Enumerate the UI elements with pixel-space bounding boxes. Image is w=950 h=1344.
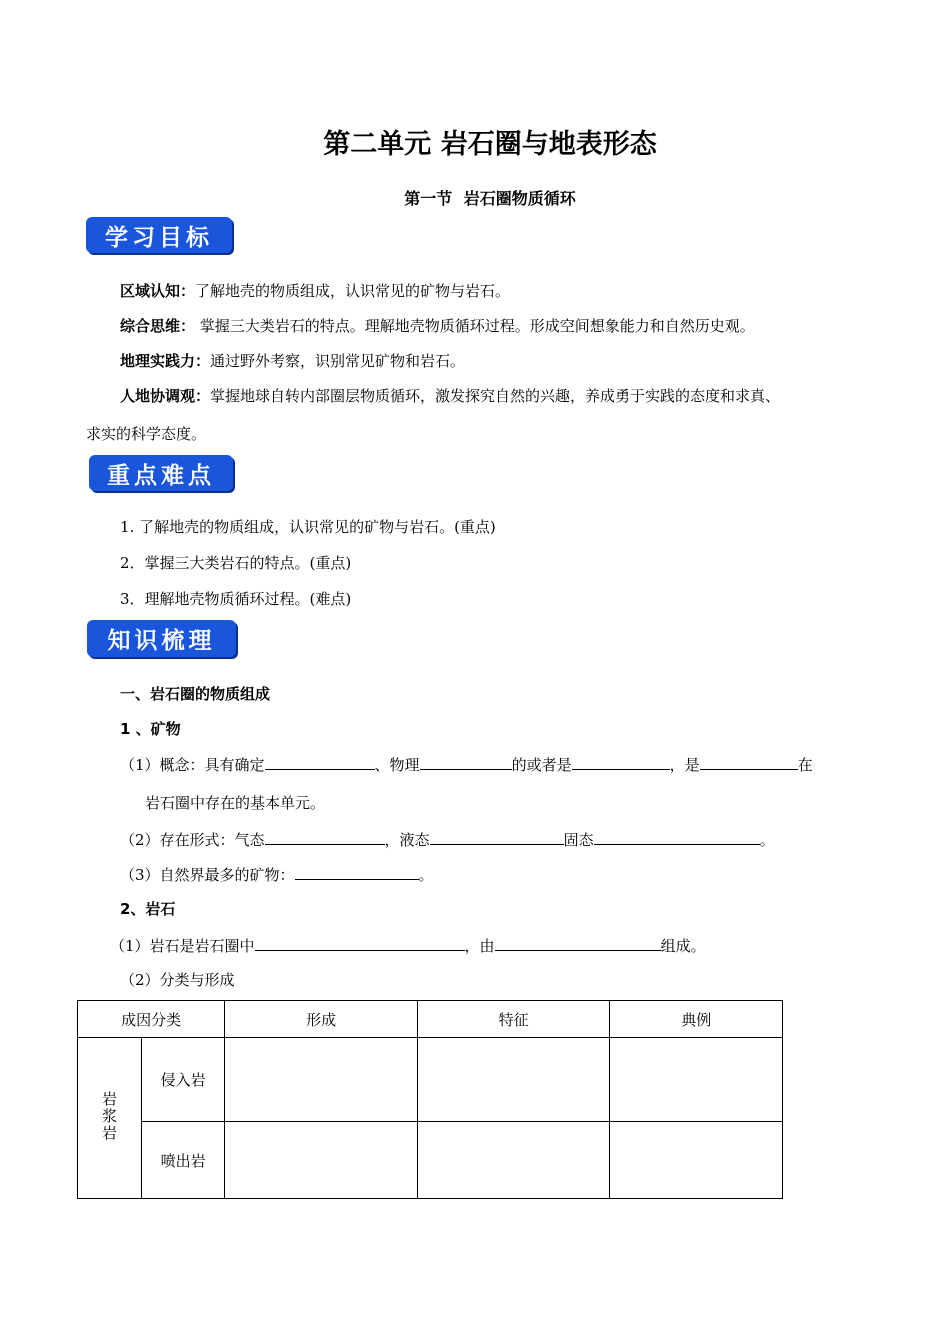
rock-classification-table <box>77 1000 783 1199</box>
objective-harmony <box>120 385 780 407</box>
objective-text: 求实的科学态度。 <box>86 425 207 443</box>
table-header-row <box>78 1001 783 1038</box>
objective-text: 通过野外考察，识别常见矿物和岩石。 <box>210 352 466 370</box>
text: 的或者是 <box>511 756 572 774</box>
table-row <box>78 1038 783 1122</box>
table-row <box>78 1122 783 1199</box>
banner-key-points: 重点难点 <box>89 455 233 491</box>
group-cell <box>78 1038 142 1199</box>
objective-label: 人地协调观： <box>120 387 211 405</box>
text: 组成。 <box>660 937 706 955</box>
row-label: 侵入岩 <box>142 1038 225 1122</box>
blank-field[interactable] <box>295 863 419 880</box>
table-cell[interactable] <box>225 1122 418 1199</box>
objective-label: 区域认知： <box>120 282 196 300</box>
text: ，由 <box>464 937 495 955</box>
text: 在 <box>797 756 813 774</box>
blank-field[interactable] <box>495 934 661 951</box>
blank-field[interactable] <box>594 828 760 845</box>
text: 。 <box>418 866 434 884</box>
table-cell[interactable] <box>610 1038 783 1122</box>
table-cell[interactable] <box>417 1038 610 1122</box>
row-label: 喷出岩 <box>142 1122 225 1199</box>
blank-field[interactable] <box>420 753 512 770</box>
text: 。 <box>759 831 775 849</box>
page-title: 第二单元 岩石圈与地表形态 <box>323 129 657 160</box>
text: 、物理 <box>374 756 420 774</box>
group-label: 岩浆岩 <box>100 1090 118 1142</box>
table-cell[interactable] <box>417 1122 610 1199</box>
table-header: 形成 <box>225 1001 418 1038</box>
blank-field[interactable] <box>700 753 798 770</box>
mineral-concept <box>120 753 813 776</box>
section-subtitle: 第一节 岩石圈物质循环 <box>404 189 576 208</box>
banner-knowledge: 知识梳理 <box>87 620 236 657</box>
objective-text: 了解地壳的物质组成，认识常见的矿物与岩石。 <box>195 282 511 300</box>
table-cell[interactable] <box>610 1122 783 1199</box>
heading-mineral: 1 、矿物 <box>120 720 181 738</box>
key-point-3: 3．理解地壳物质循环过程。(难点) <box>120 590 352 608</box>
text: （1）概念：具有确定 <box>120 756 265 774</box>
mineral-most <box>120 863 434 886</box>
text: （1）岩石是岩石圈中 <box>110 937 255 955</box>
rock-definition <box>110 934 706 957</box>
text: （3）自然界最多的矿物： <box>120 866 295 884</box>
blank-field[interactable] <box>255 934 465 951</box>
text: ，是 <box>669 756 700 774</box>
heading-composition: 一、岩石圈的物质组成 <box>120 685 271 703</box>
objective-text: 掌握三大类岩石的特点。理解地壳物质循环过程。形成空间想象能力和自然历史观。 <box>195 317 755 335</box>
mineral-concept-cont: 岩石圈中存在的基本单元。 <box>145 794 326 812</box>
text: ，液态 <box>384 831 430 849</box>
objective-harmony-cont <box>86 423 206 445</box>
objective-label: 综合思维： <box>120 317 196 335</box>
objective-label: 地理实践力： <box>120 352 211 370</box>
blank-field[interactable] <box>572 753 670 770</box>
heading-rock: 2、岩石 <box>120 900 176 918</box>
banner-objectives: 学习目标 <box>86 217 232 253</box>
objective-regional <box>120 280 510 302</box>
blank-field[interactable] <box>265 828 385 845</box>
table-cell[interactable] <box>225 1038 418 1122</box>
rock-classification: （2）分类与形成 <box>120 971 235 989</box>
table-header: 成因分类 <box>78 1001 225 1038</box>
blank-field[interactable] <box>265 753 375 770</box>
objective-practice <box>120 350 465 372</box>
table-header: 典例 <box>610 1001 783 1038</box>
table-header: 特征 <box>417 1001 610 1038</box>
blank-field[interactable] <box>430 828 564 845</box>
key-point-1: 1. 了解地壳的物质组成，认识常见的矿物与岩石。(重点) <box>120 518 496 536</box>
mineral-forms <box>120 828 775 851</box>
text: （2）存在形式：气态 <box>120 831 265 849</box>
objective-text: 掌握地球自转内部圈层物质循环，激发探究自然的兴趣，养成勇于实践的态度和求真、 <box>210 387 781 405</box>
key-point-2: 2．掌握三大类岩石的特点。(重点) <box>120 554 352 572</box>
objective-synthesis <box>120 315 755 337</box>
text: 固态 <box>563 831 594 849</box>
